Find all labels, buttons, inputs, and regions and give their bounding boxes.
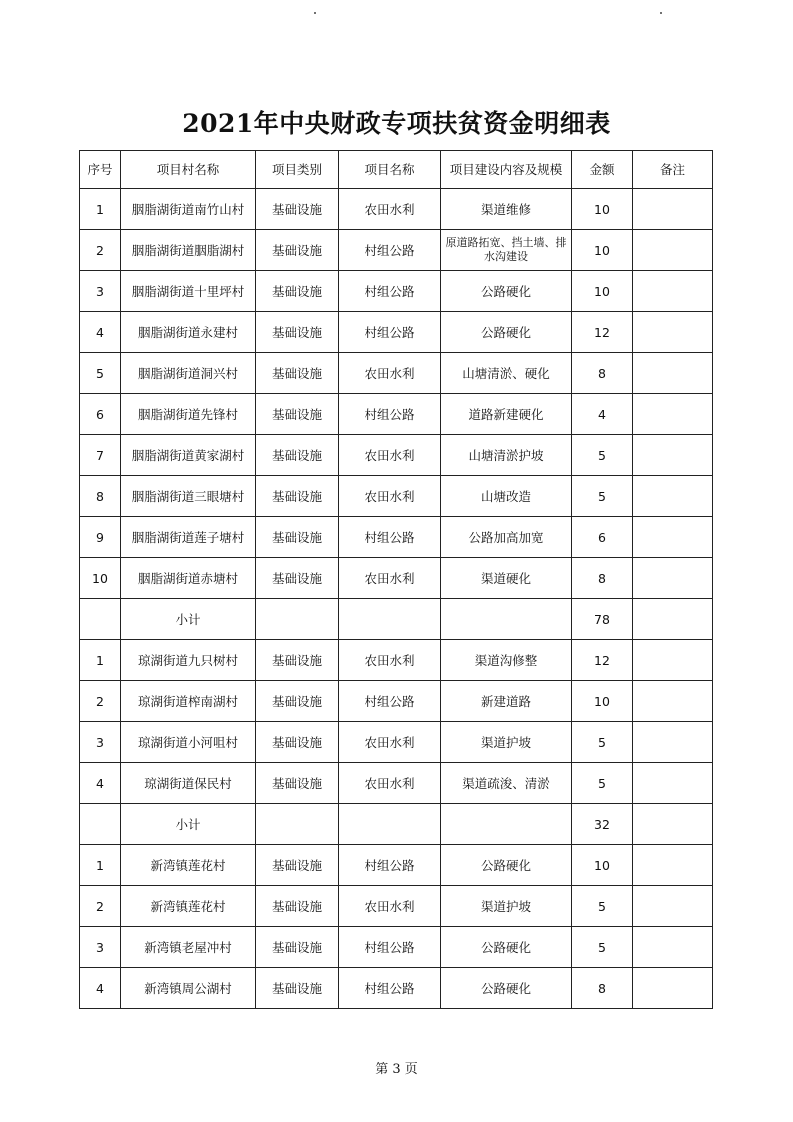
cell-note	[633, 558, 713, 599]
cell-index: 2	[80, 886, 121, 927]
cell-note	[633, 640, 713, 681]
cell-amount: 10	[572, 271, 633, 312]
cell-category: 基础设施	[256, 189, 339, 230]
cell-content: 公路硬化	[441, 312, 572, 353]
header-note: 备注	[633, 151, 713, 189]
cell-amount: 10	[572, 681, 633, 722]
cell-index: 3	[80, 271, 121, 312]
table-row	[80, 640, 713, 681]
cell-note	[633, 517, 713, 558]
cell-note	[633, 435, 713, 476]
cell-category: 基础设施	[256, 640, 339, 681]
cell-category: 基础设施	[256, 230, 339, 271]
cell-note	[633, 599, 713, 640]
cell-content: 渠道护坡	[441, 722, 572, 763]
cell-village: 新湾镇老屋冲村	[121, 927, 256, 968]
cell-content: 道路新建硬化	[441, 394, 572, 435]
cell-note	[633, 189, 713, 230]
cell-village: 胭脂湖街道赤塘村	[121, 558, 256, 599]
cell-amount: 8	[572, 353, 633, 394]
subtotal-row	[80, 599, 713, 640]
cell-index: 10	[80, 558, 121, 599]
table-row	[80, 476, 713, 517]
cell-project-name: 农田水利	[339, 722, 441, 763]
cell-index: 7	[80, 435, 121, 476]
cell-category	[256, 599, 339, 640]
cell-index: 9	[80, 517, 121, 558]
cell-note	[633, 763, 713, 804]
cell-content: 渠道护坡	[441, 886, 572, 927]
cell-index: 4	[80, 763, 121, 804]
table-row	[80, 312, 713, 353]
cell-project-name: 村组公路	[339, 927, 441, 968]
cell-content	[441, 804, 572, 845]
cell-content: 山塘清淤护坡	[441, 435, 572, 476]
cell-village: 胭脂湖街道南竹山村	[121, 189, 256, 230]
cell-index: 4	[80, 312, 121, 353]
cell-project-name: 农田水利	[339, 189, 441, 230]
table-row	[80, 517, 713, 558]
cell-content: 渠道维修	[441, 189, 572, 230]
page-number: 第 3 页	[375, 1062, 418, 1077]
cell-project-name: 农田水利	[339, 640, 441, 681]
cell-category: 基础设施	[256, 763, 339, 804]
cell-content: 渠道硬化	[441, 558, 572, 599]
cell-village: 胭脂湖街道胭脂湖村	[121, 230, 256, 271]
cell-amount: 5	[572, 435, 633, 476]
cell-village: 琼湖街道小河咀村	[121, 722, 256, 763]
cell-category: 基础设施	[256, 517, 339, 558]
scan-speck	[660, 12, 662, 14]
cell-amount: 12	[572, 312, 633, 353]
header-village: 项目村名称	[121, 151, 256, 189]
cell-category: 基础设施	[256, 722, 339, 763]
cell-village: 胭脂湖街道永建村	[121, 312, 256, 353]
cell-index: 1	[80, 189, 121, 230]
table-row	[80, 927, 713, 968]
cell-content: 新建道路	[441, 681, 572, 722]
cell-village: 胭脂湖街道黄家湖村	[121, 435, 256, 476]
cell-amount: 5	[572, 476, 633, 517]
cell-content: 渠道疏浚、清淤	[441, 763, 572, 804]
cell-project-name	[339, 804, 441, 845]
cell-content: 公路硬化	[441, 271, 572, 312]
cell-note	[633, 476, 713, 517]
table-row	[80, 763, 713, 804]
cell-index	[80, 599, 121, 640]
cell-project-name	[339, 599, 441, 640]
cell-index	[80, 804, 121, 845]
cell-project-name: 农田水利	[339, 435, 441, 476]
header-index: 序号	[80, 151, 121, 189]
table-row	[80, 394, 713, 435]
cell-amount: 12	[572, 640, 633, 681]
cell-village: 新湾镇周公湖村	[121, 968, 256, 1009]
cell-note	[633, 394, 713, 435]
cell-amount: 8	[572, 968, 633, 1009]
cell-project-name: 农田水利	[339, 476, 441, 517]
cell-amount: 8	[572, 558, 633, 599]
cell-content: 原道路拓宽、挡土墙、排水沟建设	[441, 230, 572, 271]
cell-project-name: 村组公路	[339, 517, 441, 558]
cell-content: 山塘清淤、硬化	[441, 353, 572, 394]
cell-project-name: 农田水利	[339, 353, 441, 394]
cell-village: 琼湖街道榨南湖村	[121, 681, 256, 722]
page-title: 2021年中央财政专项扶贫资金明细表	[182, 109, 611, 138]
cell-village: 胭脂湖街道莲子塘村	[121, 517, 256, 558]
cell-category: 基础设施	[256, 845, 339, 886]
header-project-name: 项目名称	[339, 151, 441, 189]
cell-amount: 10	[572, 845, 633, 886]
cell-content: 公路硬化	[441, 927, 572, 968]
cell-village: 小计	[121, 804, 256, 845]
cell-category: 基础设施	[256, 476, 339, 517]
cell-project-name: 农田水利	[339, 763, 441, 804]
cell-content: 公路加高加宽	[441, 517, 572, 558]
cell-category: 基础设施	[256, 681, 339, 722]
cell-category: 基础设施	[256, 394, 339, 435]
cell-village: 琼湖街道保民村	[121, 763, 256, 804]
cell-project-name: 农田水利	[339, 886, 441, 927]
cell-project-name: 村组公路	[339, 394, 441, 435]
cell-amount: 6	[572, 517, 633, 558]
cell-amount: 32	[572, 804, 633, 845]
table-row	[80, 558, 713, 599]
cell-amount: 5	[572, 927, 633, 968]
cell-category	[256, 804, 339, 845]
cell-index: 2	[80, 681, 121, 722]
cell-category: 基础设施	[256, 271, 339, 312]
cell-project-name: 村组公路	[339, 230, 441, 271]
cell-amount: 5	[572, 886, 633, 927]
cell-note	[633, 927, 713, 968]
cell-index: 3	[80, 927, 121, 968]
cell-note	[633, 722, 713, 763]
cell-category: 基础设施	[256, 927, 339, 968]
cell-project-name: 农田水利	[339, 558, 441, 599]
cell-index: 4	[80, 968, 121, 1009]
cell-amount: 78	[572, 599, 633, 640]
table-row	[80, 271, 713, 312]
cell-index: 5	[80, 353, 121, 394]
cell-village: 琼湖街道九只树村	[121, 640, 256, 681]
subtotal-row	[80, 804, 713, 845]
table-row	[80, 230, 713, 271]
cell-amount: 5	[572, 763, 633, 804]
header-content: 项目建设内容及规模	[441, 151, 572, 189]
cell-amount: 4	[572, 394, 633, 435]
cell-amount: 10	[572, 189, 633, 230]
cell-note	[633, 271, 713, 312]
cell-index: 2	[80, 230, 121, 271]
cell-category: 基础设施	[256, 968, 339, 1009]
table-row	[80, 189, 713, 230]
cell-amount: 5	[572, 722, 633, 763]
cell-amount: 10	[572, 230, 633, 271]
cell-index: 1	[80, 640, 121, 681]
cell-index: 3	[80, 722, 121, 763]
table-row	[80, 353, 713, 394]
cell-content	[441, 599, 572, 640]
cell-project-name: 村组公路	[339, 968, 441, 1009]
header-category: 项目类别	[256, 151, 339, 189]
cell-category: 基础设施	[256, 886, 339, 927]
table-header-row	[80, 151, 713, 189]
cell-content: 渠道沟修整	[441, 640, 572, 681]
cell-content: 公路硬化	[441, 968, 572, 1009]
table-row	[80, 968, 713, 1009]
cell-note	[633, 886, 713, 927]
cell-project-name: 村组公路	[339, 271, 441, 312]
cell-category: 基础设施	[256, 312, 339, 353]
header-amount: 金额	[572, 151, 633, 189]
cell-content: 公路硬化	[441, 845, 572, 886]
cell-village: 胭脂湖街道先锋村	[121, 394, 256, 435]
scan-speck	[314, 12, 316, 14]
cell-content: 山塘改造	[441, 476, 572, 517]
cell-project-name: 村组公路	[339, 312, 441, 353]
cell-village: 胭脂湖街道三眼塘村	[121, 476, 256, 517]
table-row	[80, 722, 713, 763]
cell-category: 基础设施	[256, 435, 339, 476]
table-row	[80, 886, 713, 927]
cell-village: 小计	[121, 599, 256, 640]
cell-project-name: 村组公路	[339, 681, 441, 722]
table-row	[80, 845, 713, 886]
cell-note	[633, 312, 713, 353]
cell-village: 胭脂湖街道洞兴村	[121, 353, 256, 394]
cell-project-name: 村组公路	[339, 845, 441, 886]
cell-village: 胭脂湖街道十里坪村	[121, 271, 256, 312]
cell-note	[633, 804, 713, 845]
fund-detail-table	[79, 150, 713, 1009]
cell-note	[633, 968, 713, 1009]
table-row	[80, 435, 713, 476]
cell-index: 8	[80, 476, 121, 517]
cell-note	[633, 353, 713, 394]
cell-village: 新湾镇莲花村	[121, 845, 256, 886]
cell-index: 1	[80, 845, 121, 886]
cell-note	[633, 845, 713, 886]
cell-category: 基础设施	[256, 558, 339, 599]
cell-note	[633, 681, 713, 722]
cell-index: 6	[80, 394, 121, 435]
cell-category: 基础设施	[256, 353, 339, 394]
table-row	[80, 681, 713, 722]
cell-village: 新湾镇莲花村	[121, 886, 256, 927]
cell-note	[633, 230, 713, 271]
